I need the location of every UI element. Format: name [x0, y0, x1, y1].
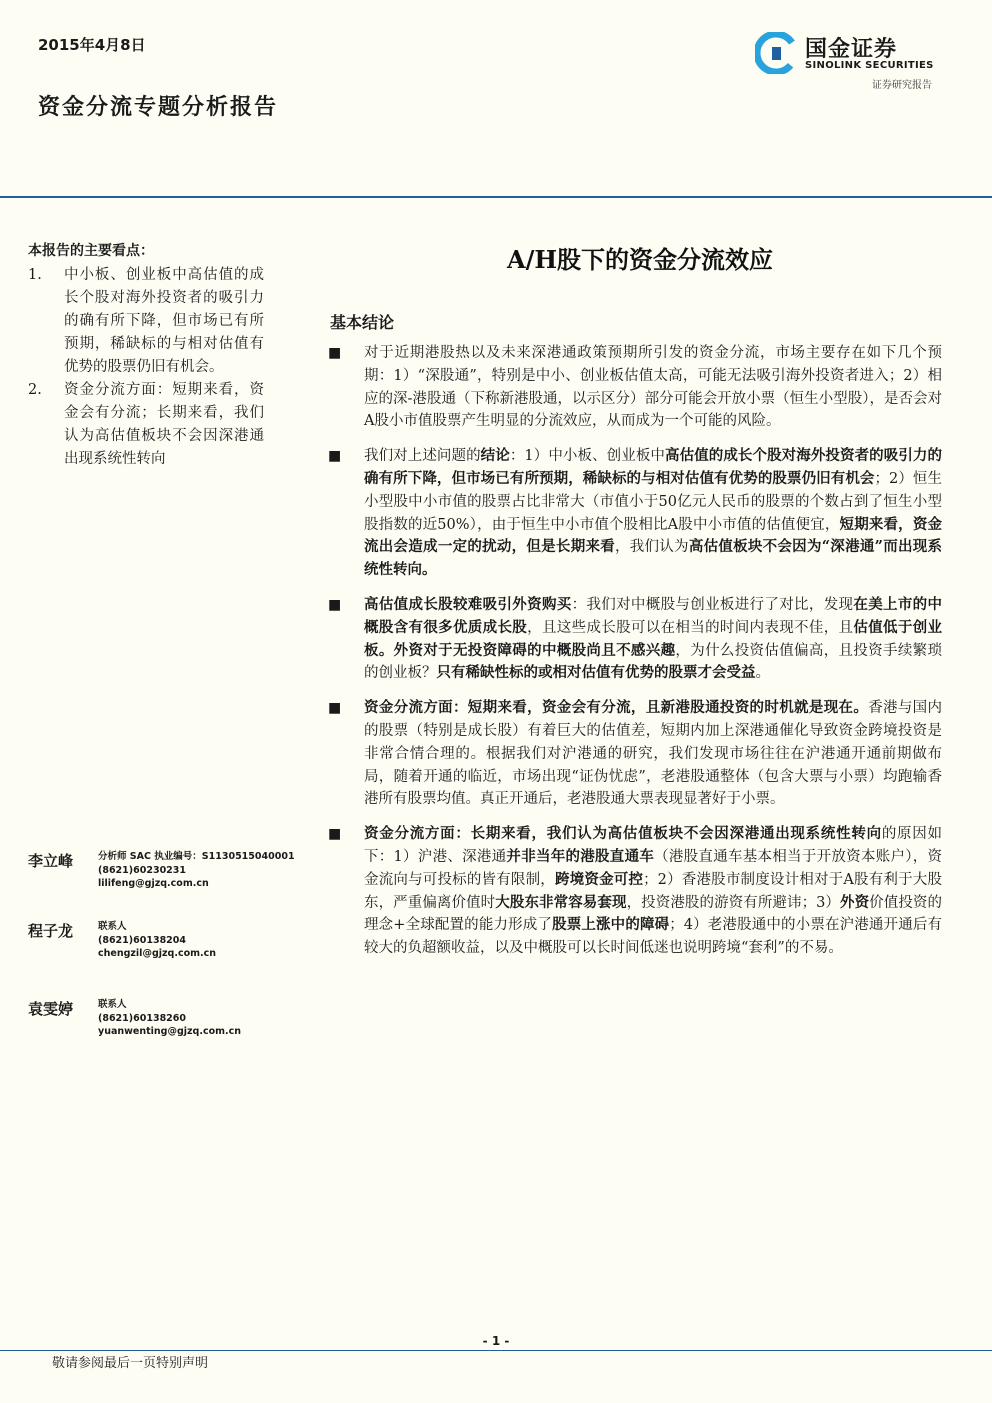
contact-phone: (8621)60230231: [98, 864, 187, 876]
highlights-panel: [28, 240, 268, 471]
bold-run: 短期来看，资金流出会造成一定的扰动，但是长期来看: [364, 515, 943, 556]
bold-run: 跨境资金可控: [555, 870, 644, 888]
page-number: - 1 -: [482, 1334, 510, 1348]
logo-chinese-name: 国金证券: [805, 37, 898, 62]
bold-run: 结论: [480, 447, 510, 465]
square-bullet-icon: ■: [328, 345, 342, 361]
logo-english-name: SINOLINK SECURITIES: [805, 60, 934, 71]
text-run: 香港与国内的股票（特别是成长股）有着巨大的估值差，短期内加上深港通催化导致资金跨境投资是非常合情合理的。根据我们对沪港通的研究，我们发现市场往往在沪港通开通前期做布局，随着开通的临近，市场出现“证伪忧虑”，老港股通整体（包含大票与小票）均跑输香港所有股票均值。真正开通后，老港股通大票表现显著好于小票。: [364, 700, 943, 808]
contact-info: [98, 920, 216, 961]
bold-run: 外资: [840, 893, 870, 911]
text-run: 。: [755, 665, 770, 682]
highlight-item: [28, 264, 268, 379]
contact-name: 程子龙: [28, 922, 74, 940]
bold-run: 只有稀缺性标的或相对估值有优势的股票才会受益: [436, 664, 756, 682]
bold-run: 高估值板块不会因为“深港通”而出现系统性转向。: [364, 538, 943, 579]
bullet-text: [364, 594, 942, 685]
contact-email[interactable]: chengzil@gjzq.com.cn: [98, 948, 216, 959]
text-run: ，为什么投资估值偏高，且投资手续繁琐的创业板？: [364, 642, 942, 682]
highlight-text: 资金分流方面：短期来看，资金会有分流；长期来看，我们认为高估值板块不会因深港通出现系统性转向: [64, 382, 264, 467]
conclusion-bullet: [326, 594, 946, 685]
contact-card: [28, 850, 318, 891]
bold-run: 股票上涨中的障碍: [552, 916, 670, 934]
highlight-text: 中小板、创业板中高估值的成长个股对海外投资者的吸引力的确有所下降，但市场已有所预期，稀缺标的与相对估值有优势的股票仍旧有机会。: [64, 267, 264, 375]
contact-role: 联系人: [98, 921, 127, 932]
contact-email[interactable]: lilifeng@gjzq.com.cn: [98, 878, 209, 889]
conclusion-list: [326, 342, 946, 972]
text-run: ；2）恒生小型股中小市值的股票占比非常大（市值小于50亿元人民币的股票的个数占到了恒生小型股指数的近50%），由于恒生中小市值个股相比A股中小市值的估值便宜，: [364, 470, 942, 533]
square-bullet-icon: ■: [328, 596, 342, 613]
square-bullet-icon: ■: [328, 448, 342, 465]
highlights-title: 本报告的主要看点：: [28, 243, 154, 259]
contact-phone: (8621)60138260: [98, 1012, 187, 1024]
bold-run: 资金分流方面：短期来看，资金会有分流，且新港股通投资的时机就是现在。: [364, 699, 869, 717]
footer-divider: [0, 1350, 992, 1351]
contact-role: 分析师 SAC 执业编号：S1130515040001: [98, 851, 295, 862]
text-run: ：我们对中概股与创业板进行了对比，发现: [571, 596, 854, 613]
report-date: 2015年4月8日: [38, 36, 146, 54]
text-run: ，且这些成长股可以在相当的时间内表现不佳，且: [527, 619, 854, 636]
contact-role: 联系人: [98, 999, 127, 1010]
text-run: 对于近期港股热以及未来深港通政策预期所引发的资金分流，市场主要存在如下几个预期：1）“深股通”，特别是中小、创业板估值太高，可能无法吸引海外投资者进入；2）相应的深-港股通（下称新港股通，以示区分）部分可能会开放小票（恒生小型股），是否会对A股小市值股票产生明显的分流效应，从而成为一个可能的风险。: [364, 345, 942, 430]
section-heading: 基本结论: [330, 313, 395, 332]
contact-email[interactable]: yuanwenting@gjzq.com.cn: [98, 1026, 242, 1037]
text-run: 的原因如下：1）沪港、深港通: [364, 826, 943, 865]
contact-name: 李立峰: [28, 852, 74, 870]
contact-info: [98, 850, 295, 891]
highlight-item: [28, 379, 268, 471]
conclusion-bullet: [326, 697, 946, 811]
bold-run: 大股东非常容易套现: [495, 893, 627, 911]
text-run: ：1）中小板、创业板中: [509, 448, 665, 465]
bullet-text: [364, 823, 942, 960]
contact-phone: (8621)60138204: [98, 934, 187, 946]
bold-run: 高估值成长股较难吸引外资购买: [364, 595, 572, 613]
bullet-text: [364, 697, 942, 811]
report-type-title: 资金分流专题分析报告: [38, 94, 279, 120]
company-logo: [755, 30, 950, 92]
bullet-text: [364, 342, 942, 433]
conclusion-bullet: [326, 445, 946, 582]
contact-name: 袁雯婷: [28, 1000, 74, 1018]
conclusion-bullet: [326, 342, 946, 433]
text-run: 我们对上述问题的: [364, 448, 481, 465]
contact-card: [28, 998, 318, 1039]
main-title: A/H股下的资金分流效应: [506, 245, 774, 274]
text-run: ；2）香港股市制度设计相对于A股有利于大股东，严重偏离价值时: [364, 871, 942, 911]
sinolink-logo-icon: [755, 32, 797, 74]
header-divider: [0, 196, 992, 198]
conclusion-bullet: [326, 823, 946, 960]
text-run: （港股直通车基本相当于开放资本账户），资金流向与可投标的皆有限制，: [364, 848, 942, 888]
bold-run: 并非当年的港股直通车: [506, 847, 655, 865]
text-run: 价值投资的理念+全球配置的能力形成了: [364, 894, 943, 934]
bullet-text: [364, 445, 942, 582]
highlight-number: 1.: [28, 267, 42, 283]
footer-disclaimer-note[interactable]: 敬请参阅最后一页特别声明: [52, 1356, 209, 1371]
square-bullet-icon: ■: [328, 700, 342, 717]
contact-info: [98, 998, 241, 1039]
text-run: ，投资港股的游资有所避讳；3）: [626, 894, 840, 911]
logo-subtitle: 证券研究报告: [872, 80, 932, 91]
text-run: ，我们认为: [615, 539, 689, 556]
bold-run: 高估值的成长个股对海外投资者的吸引力的确有所下降，但市场已有所预期，稀缺标的与相对估值有优势的股票仍旧有机会: [364, 447, 943, 487]
square-bullet-icon: ■: [328, 826, 342, 843]
contact-card: [28, 920, 318, 961]
text-run: ；4）老港股通中的小票在沪港通开通后有较大的负超额收益，以及中概股可以长时间低迷也说明跨境“套利”的不易。: [364, 917, 942, 957]
bold-run: 估值低于创业板。外资对于无投资障碍的中概股尚且不感兴趣: [364, 618, 943, 659]
bold-run: 资金分流方面：长期来看，我们认为高估值板块不会因深港通出现系统性转向: [364, 825, 882, 843]
highlight-number: 2.: [28, 382, 42, 398]
bold-run: 在美上市的中概股含有很多优质成长股: [364, 595, 943, 636]
